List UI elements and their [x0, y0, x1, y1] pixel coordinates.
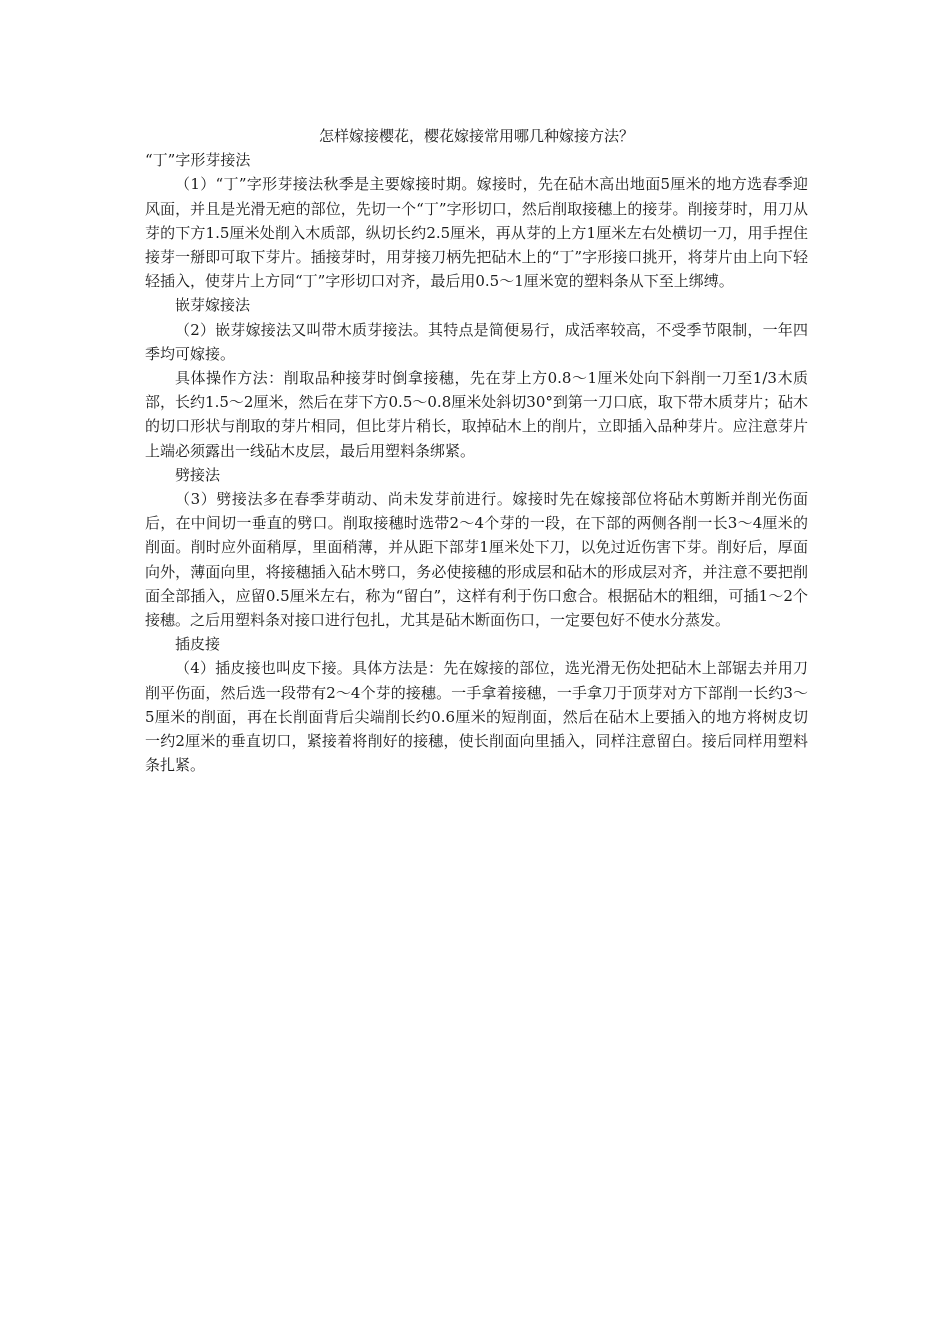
paragraph: （3）劈接法多在春季芽萌动、尚未发芽前进行。嫁接时先在嫁接部位将砧木剪断并削光伤面后，在中间切一垂直的劈口。削取接穗时选带2～4个芽的一段，在下部的两侧各削一长3～4厘米的削面。削时应外面稍厚，里面稍薄，并从距下部芽1厘米处下刀，以免过近伤害下芽。削好后，厚面向外，薄面向里，将接穗插入砧木劈口，务必使接穗的形成层和砧木的形成层对齐，并注意不要把削面全部插入，应留0.5厘米左右，称为“留白”，这样有利于伤口愈合。根据砧木的粗细，可插1～2个接穗。之后用塑料条对接口进行包扎，尤其是砧木断面伤口，一定要包好不使水分蒸发。	[145, 490, 808, 630]
paragraph: 具体操作方法：削取品种接芽时倒拿接穗，先在芽上方0.8～1厘米处向下斜削一刀至1/3木质部，长约1.5～2厘米，然后在芽下方0.5～0.8厘米处斜切30°到第一刀口底，取下带木质芽片；砧木的切口形状与削取的芽片相同，但比芽片稍长，取掉砧木上的削片，立即插入品种芽片。应注意芽片上端必须露出一线砧木皮层，最后用塑料条绑紧。	[145, 369, 808, 460]
section-heading: “丁”字形芽接法	[145, 151, 251, 170]
section-t-shaped-budding	[145, 148, 808, 293]
paragraph: （2）嵌芽嫁接法又叫带木质芽接法。其特点是简便易行，成活率较高，不受季节限制，一年四季均可嫁接。	[145, 320, 808, 363]
document-title: 怎样嫁接樱花，樱花嫁接常用哪几种嫁接方法？	[318, 127, 634, 145]
section-heading: 插皮接	[175, 635, 221, 654]
section-heading: 劈接法	[175, 465, 221, 484]
section-chip-budding	[145, 293, 808, 462]
section-heading: 嵌芽嫁接法	[175, 296, 251, 315]
document-page	[145, 124, 808, 777]
paragraph: （1）“丁”字形芽接法秋季是主要嫁接时期。嫁接时，先在砧木高出地面5厘米的地方选春季迎风面，并且是光滑无疤的部位，先切一个“丁”字形切口，然后削取接穗上的接芽。削接芽时，用刀从芽的下方1.5厘米处削入木质部，纵切长约2.5厘米，再从芽的上方1厘米左右处横切一刀，用手捏住接芽一掰即可取下芽片。插接芽时，用芽接刀柄先把砧木上的“丁”字形接口挑开，将芽片由上向下轻轻插入，使芽片上方同“丁”字形切口对齐，最后用0.5～1厘米宽的塑料条从下至上绑缚。	[145, 175, 808, 291]
paragraph: （4）插皮接也叫皮下接。具体方法是：先在嫁接的部位，选光滑无伤处把砧木上部锯去并用刀削平伤面，然后选一段带有2～4个芽的接穗。一手拿着接穗，一手拿刀于顶芽对方下部削一长约3～5厘米的削面，再在长削面背后尖端削长约0.6厘米的短削面，然后在砧木上要插入的地方将树皮切一约2厘米的垂直切口，紧接着将削好的接穗，使长削面向里插入，同样注意留白。接后同样用塑料条扎紧。	[145, 659, 808, 775]
section-cleft-grafting	[145, 463, 808, 632]
section-bark-grafting	[145, 632, 808, 777]
